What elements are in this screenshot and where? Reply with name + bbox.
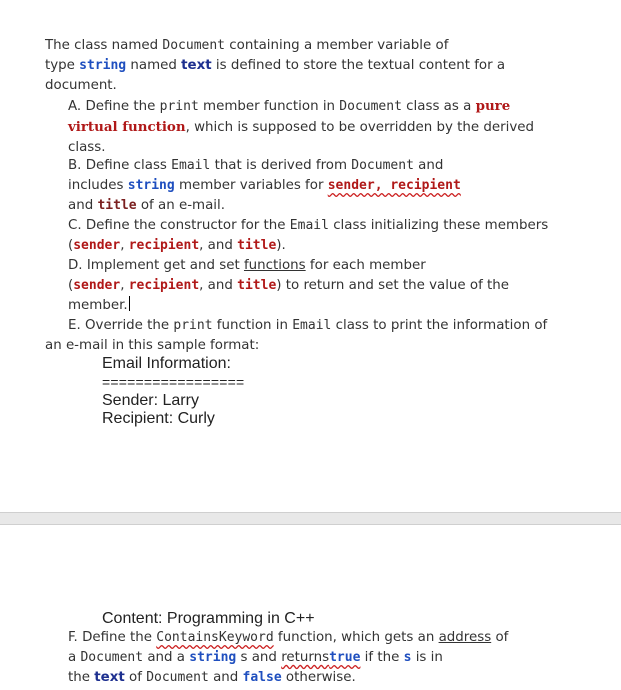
text: function, which gets an (273, 630, 439, 645)
item-e-line-1 (68, 316, 547, 336)
link-address[interactable]: address (438, 630, 492, 645)
text: , (120, 278, 129, 293)
text: of an e-mail. (136, 198, 225, 213)
code-recipient: recipient (128, 238, 200, 253)
code-title: title (237, 238, 277, 253)
code-text: text (181, 58, 212, 73)
text: is defined to store the textual content for a (211, 58, 506, 73)
text: member variables for (174, 178, 328, 193)
text: s and (236, 650, 282, 665)
item-a-line-1 (68, 96, 534, 117)
item-d-line-3 (68, 296, 509, 316)
text-cursor (129, 296, 130, 311)
text: function in (212, 318, 293, 333)
code-email: Email (292, 318, 332, 333)
text: class as a (401, 99, 476, 114)
text: ( (68, 278, 74, 293)
text: a (68, 650, 81, 665)
code-document: Document (162, 38, 226, 53)
item-e-line-2 (45, 336, 547, 356)
code-sender: sender (73, 238, 121, 253)
text: and (68, 198, 98, 213)
intro-line-1 (45, 36, 505, 56)
text: is in (411, 650, 443, 665)
document-page-2 (0, 525, 621, 690)
text: that is derived from (210, 158, 352, 173)
code-title: title (237, 278, 277, 293)
code-email: Email (289, 218, 329, 233)
code-true: true (329, 650, 361, 665)
text-returns: returns (281, 650, 330, 665)
item-d-line-2 (68, 276, 509, 296)
sample-content: Content: Programming in C++ (102, 610, 315, 627)
text: of (124, 670, 147, 685)
intro-line-3 (45, 76, 505, 96)
text: member. (68, 298, 128, 313)
text: the (68, 670, 95, 685)
text: if the (360, 650, 404, 665)
text: of (491, 630, 509, 645)
code-sender-recipient: sender, recipient (327, 178, 461, 193)
item-c (68, 216, 548, 256)
text: includes (68, 178, 128, 193)
text: class. (68, 140, 106, 155)
code-print: print (159, 99, 199, 114)
text: named (126, 58, 182, 73)
text: C. Define the constructor for the (68, 218, 290, 233)
code-string: string (189, 650, 237, 665)
text: class to print the information of (331, 318, 548, 333)
text: ) to return and set the value of the (276, 278, 510, 293)
keyword-virtual-function: virtual function (68, 119, 186, 135)
text: and (208, 670, 243, 685)
item-c-line-1 (68, 216, 548, 236)
code-document: Document (146, 670, 209, 685)
item-b-line-1 (68, 156, 461, 176)
sample-heading: Email Information: (102, 355, 231, 372)
item-d (68, 256, 509, 316)
link-functions[interactable]: functions (243, 258, 306, 273)
item-d-line-1 (68, 256, 509, 276)
text: otherwise. (281, 670, 356, 685)
sample-rule: ================= (102, 374, 245, 390)
item-a-line-3 (68, 138, 534, 158)
sample-recipient: Recipient: Curly (102, 410, 215, 427)
code-string: string (127, 178, 175, 193)
code-string: string (79, 58, 127, 73)
item-f-line-2 (68, 648, 508, 668)
code-false: false (242, 670, 282, 685)
text: , which is supposed to be overridden by the derived (185, 120, 535, 135)
code-document: Document (80, 650, 144, 665)
text: , and (199, 278, 238, 293)
page-break (0, 512, 621, 525)
item-c-line-2 (68, 236, 548, 256)
item-f (68, 628, 508, 688)
code-print: print (173, 318, 213, 333)
code-s: s (403, 650, 412, 665)
code-text: text (94, 670, 125, 685)
item-b-line-3 (68, 196, 461, 216)
keyword-pure: pure (475, 98, 511, 114)
item-a-line-2 (68, 117, 534, 138)
item-e (45, 316, 548, 356)
code-document: Document (351, 158, 414, 173)
item-f-line-1 (68, 628, 508, 648)
code-sender: sender (73, 278, 121, 293)
code-document: Document (339, 99, 402, 114)
text: ( (68, 238, 74, 253)
item-f-line-3 (68, 668, 508, 688)
text: The class named (45, 38, 163, 53)
code-containskeyword: ContainsKeyword (156, 630, 274, 645)
text: ). (276, 238, 286, 253)
text: , (120, 238, 129, 253)
text: class initializing these members (328, 218, 549, 233)
text: member function in (198, 99, 340, 114)
sample-sender: Sender: Larry (102, 392, 199, 409)
text: B. Define class (68, 158, 172, 173)
code-email: Email (171, 158, 211, 173)
text: an e-mail in this sample format: (45, 338, 260, 353)
text: and (413, 158, 444, 173)
text: F. Define the (68, 630, 157, 645)
text: type (45, 58, 80, 73)
intro-line-2 (45, 56, 505, 76)
text: , and (199, 238, 238, 253)
code-recipient: recipient (128, 278, 200, 293)
text: D. Implement get and set (68, 258, 244, 273)
text: containing a member variable of (225, 38, 449, 53)
text: for each member (305, 258, 426, 273)
item-b-line-2 (68, 176, 461, 196)
text: document. (45, 78, 117, 93)
code-title: title (97, 198, 137, 213)
item-b (68, 156, 461, 216)
text: and a (143, 650, 190, 665)
text: A. Define the (68, 99, 160, 114)
intro-paragraph (45, 36, 505, 96)
text: E. Override the (68, 318, 174, 333)
item-a (68, 96, 534, 158)
